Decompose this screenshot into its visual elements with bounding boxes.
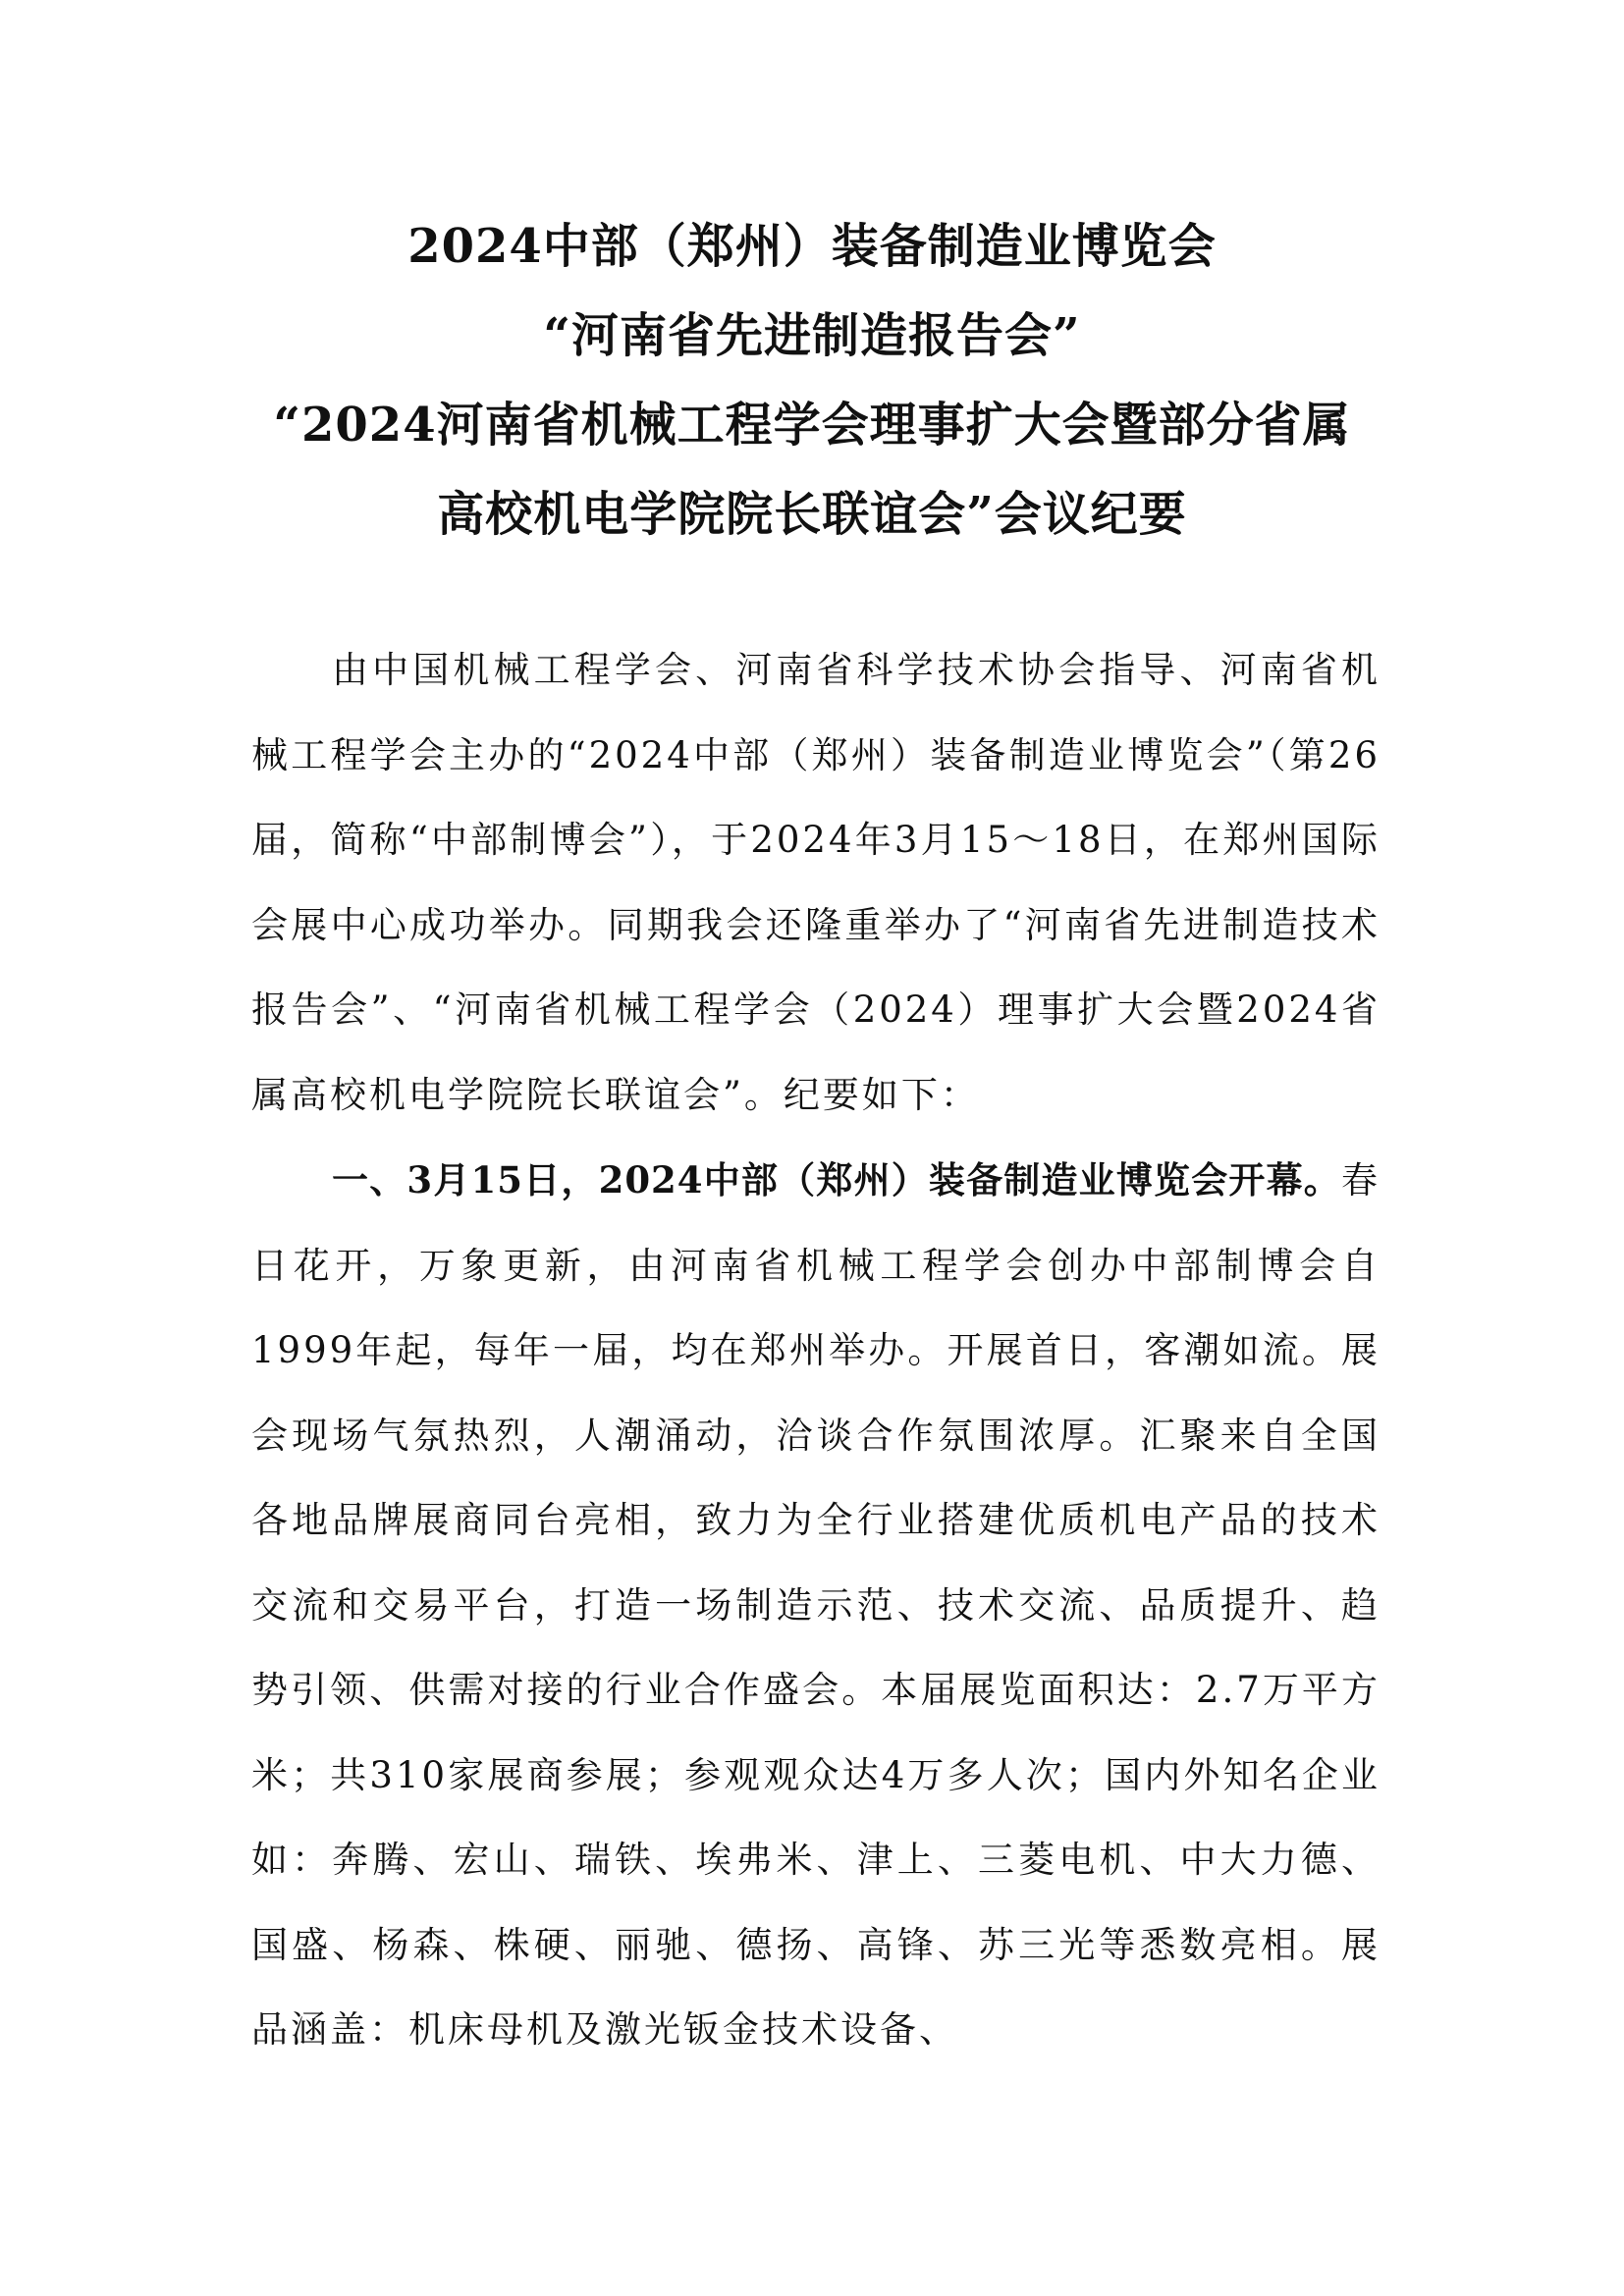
- title-line-1: 2024中部（郑州）装备制造业博览会: [407, 219, 1217, 274]
- document-title: [196, 202, 1428, 560]
- title-line-3: “2024河南省机械工程学会理事扩大会暨部分省属: [273, 398, 1351, 453]
- section-1-heading: 一、3月15日，2024中部（郑州）装备制造业博览会开幕。: [332, 1158, 1341, 1201]
- document-body: [251, 628, 1380, 2073]
- section-1-paragraph: [251, 1138, 1380, 2073]
- title-line-4: 高校机电学院院长联谊会”会议纪要: [437, 487, 1187, 542]
- title-line-2: “河南省先进制造报告会”: [543, 308, 1081, 363]
- section-1-text: 春日花开，万象更新，由河南省机械工程学会创办中部制博会自1999年起，每年一届，均在郑州举办。开展首日，客潮如流。展会现场气氛热烈，人潮涌动，洽谈合作氛围浓厚。汇聚来自全国各地品牌展商同台亮相，致力为全行业搭建优质机电产品的技术交流和交易平台，打造一场制造示范、技术交流、品质提升、趋势引领、供需对接的行业合作盛会。本届展览面积达：2.7万平方米；共310家展商参展；参观观众达4万多人次；国内外知名企业如：奔腾、宏山、瑞铁、埃弗米、津上、三菱电机、中大力德、国盛、杨森、株硬、丽驰、德扬、高锋、苏三光等悉数亮相。展品涵盖：机床母机及激光钣金技术设备、: [251, 1159, 1380, 2051]
- intro-paragraph: 由中国机械工程学会、河南省科学技术协会指导、河南省机械工程学会主办的“2024中部（郑州）装备制造业博览会”（第26届，简称“中部制博会”），于2024年3月15～18日，在郑州国际会展中心成功举办。同期我会还隆重举办了“河南省先进制造技术报告会”、“河南省机械工程学会（2024）理事扩大会暨2024省属高校机电学院院长联谊会”。纪要如下：: [251, 649, 1380, 1116]
